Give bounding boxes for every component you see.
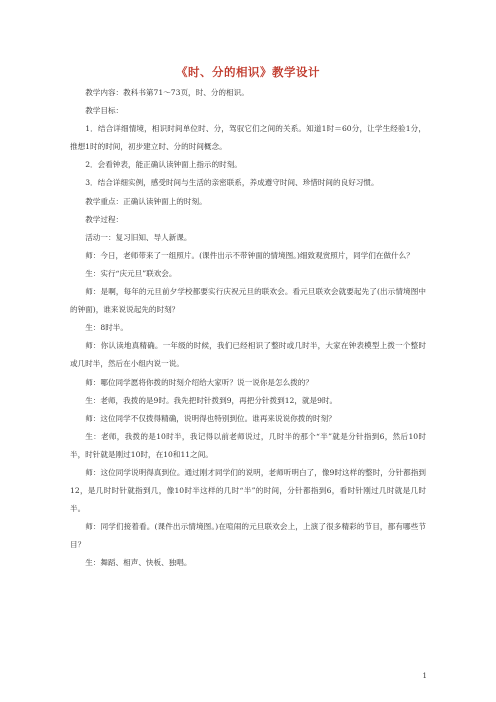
paragraph: 师：同学们接着看。(课件出示情境图。)在喧闹的元旦联欢会上，上演了很多精彩的节目，都有哪些节目？: [70, 522, 426, 550]
paragraph: 1．结合详细情境，相识时间单位时、分，驾驭它们之间的关系。知道1时＝60分，让学生经验1分，推想1时的时间，初步建立时、分的时间概念。: [70, 124, 426, 152]
paragraph: 3．结合详细实例，感受时间与生活的亲密联系，养成遵守时间、珍惜时间的良好习惯。: [85, 178, 379, 188]
paragraph: 师：哪位同学愿将你拨的时刻介绍给大家听？说一说你是怎么拨的？: [85, 377, 313, 387]
document-title: 《时、分的相识》教学设计: [176, 65, 320, 79]
paragraph: 教学目标：: [85, 106, 124, 116]
paragraph: 生：实行“庆元旦”联欢会。: [85, 268, 177, 278]
paragraph: 师：今日，老师带来了一组照片。(课件出示不带钟面的情境图。)细致观赏照片，同学们在做什么？: [85, 250, 414, 260]
paragraph: 活动一：复习旧知、导人新课。: [85, 232, 192, 242]
paragraph: 生：舞蹈、相声、快板、独唱。: [85, 558, 192, 568]
paragraph: 生：老师，我拨的是9时。我先把时针拨到9，再把分针拨到12，就是9时。: [85, 395, 338, 405]
paragraph: 师：这位同学说明得真到位。通过刚才同学们的说明，老师听明白了，像9时这样的整时，分针都指到12，是几时时针就指到几，像10时半这样的几时“半”的时间，分针都指到6，看时针刚过几时就是几时半。: [70, 467, 426, 514]
paragraph: 生：老师，我拨的是10时半，我记得以前老师说过，几时半的那个“半”就是分针指到6，然后10时半，时针就是刚过10时，在10和11之间。: [70, 431, 426, 459]
document-body: [70, 84, 426, 573]
paragraph: 教学过程：: [85, 214, 124, 224]
page-number: 1: [422, 672, 427, 680]
paragraph: 教学内容：教科书第71～73页，时、分的相识。: [85, 88, 249, 97]
paragraph: 师：是啊，每年的元旦前夕学校都要实行庆祝元旦的联欢会。看元旦联欢会就要起先了(出示情境图中的钟面)，谁来说说起先的时刻？: [70, 287, 426, 315]
paragraph: 师：你认读地真精确。一年级的时候，我们已经相识了整时或几时半，大家在钟表模型上拨一个整时或几时半，然后在小组内说一说。: [70, 341, 426, 369]
paragraph: 教学重点：正确认读钟面上的时刻。: [85, 196, 207, 206]
paragraph: 生：8时半。: [85, 323, 128, 333]
paragraph: 师：这位同学不仅拨得精确，说明得也特别到位。谁再来说说你拨的时刻？: [85, 413, 336, 423]
paragraph: 2．会看钟表，能正确认读钟面上指示的时刻。: [85, 160, 242, 170]
